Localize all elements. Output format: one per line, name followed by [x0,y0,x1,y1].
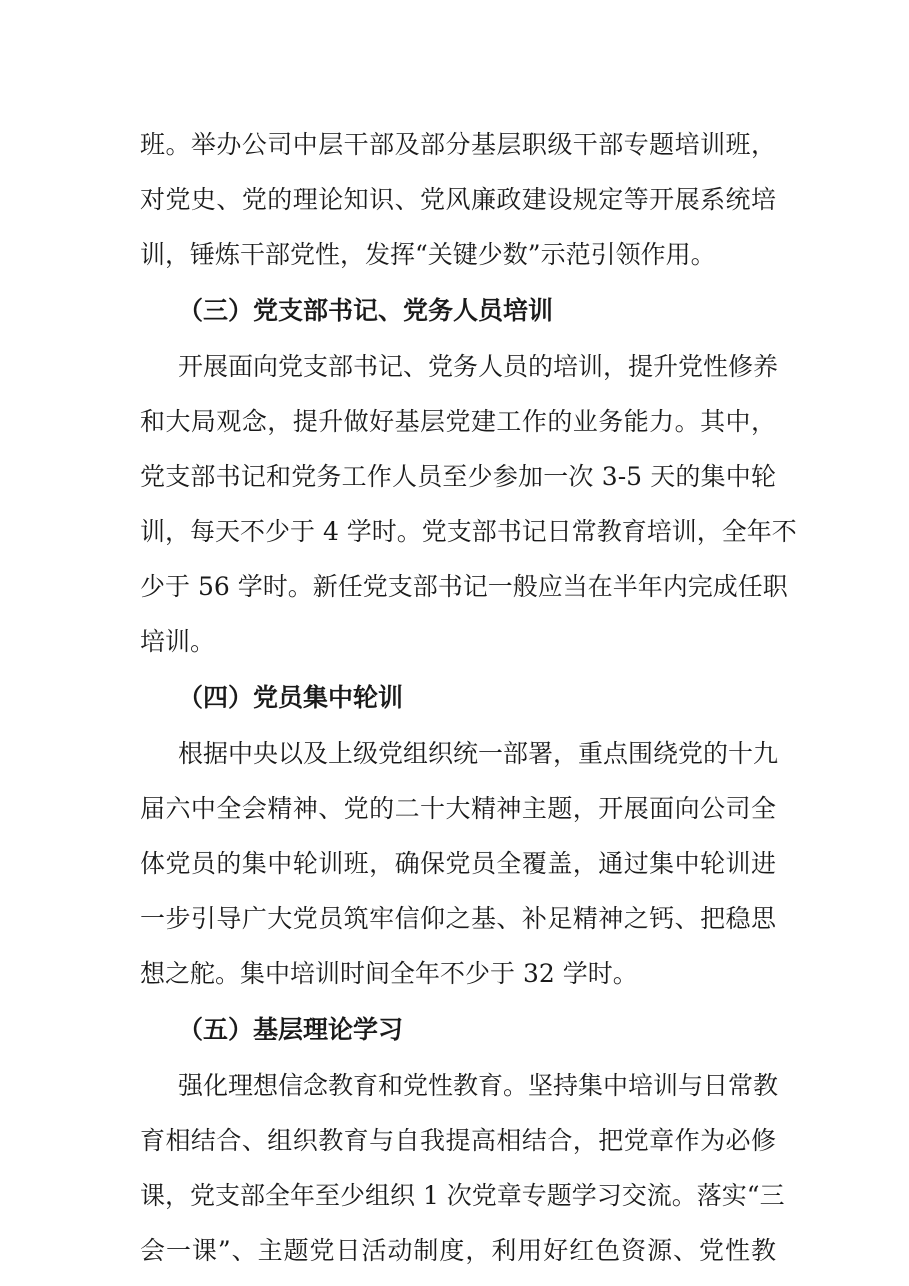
text-line: 课，党支部全年至少组织 1 次党章专题学习交流。落实“三 [140,1181,785,1210]
text-line: 训，每天不少于 4 学时。党支部书记日常教育培训，全年不 [140,517,797,546]
text-line: 训，锤炼干部党性，发挥“关键少数”示范引领作用。 [140,240,716,269]
text-line: 体党员的集中轮训班，确保党员全覆盖，通过集中轮训进 [140,849,776,878]
text-line: 根据中央以及上级党组织统一部署，重点围绕党的十九 [178,739,779,768]
paragraph-cadre-training [140,117,776,282]
text-line: 想之舵。集中培训时间全年不少于 32 学时。 [140,959,638,988]
paragraph-secretary-training [140,339,797,669]
text-line: 班。举办公司中层干部及部分基层职级干部专题培训班， [140,130,776,159]
text-line: 会一课”、主题党日活动制度，利用好红色资源、党性教 [140,1236,776,1265]
text-line: 和大局观念，提升做好基层党建工作的业务能力。其中， [140,407,776,436]
text-line: 党支部书记和党务工作人员至少参加一次 3-5 天的集中轮 [140,462,776,491]
text-line: 育相结合、组织教育与自我提高相结合，把党章作为必修 [140,1126,776,1155]
text-line: 开展面向党支部书记、党务人员的培训，提升党性修养 [178,352,779,381]
text-line: 届六中全会精神、党的二十大精神主题，开展面向公司全 [140,794,776,823]
text-line: 对党史、党的理论知识、党风廉政建设规定等开展系统培 [140,185,776,214]
paragraph-theory-study [140,1058,785,1278]
text-line: 强化理想信念教育和党性教育。坚持集中培训与日常教 [178,1071,779,1100]
text-line: 培训。 [140,627,216,656]
section-heading-3: （三）党支部书记、党务人员培训 [178,296,554,325]
paragraph-member-rotation-training [140,726,779,1001]
document-page [140,117,797,1278]
text-line: 一步引导广大党员筑牢信仰之基、补足精神之钙、把稳思 [140,904,776,933]
text-line: 少于 56 学时。新任党支部书记一般应当在半年内完成任职 [140,572,788,601]
section-heading-5: （五）基层理论学习 [178,1015,404,1044]
section-heading-4: （四）党员集中轮训 [178,683,404,712]
